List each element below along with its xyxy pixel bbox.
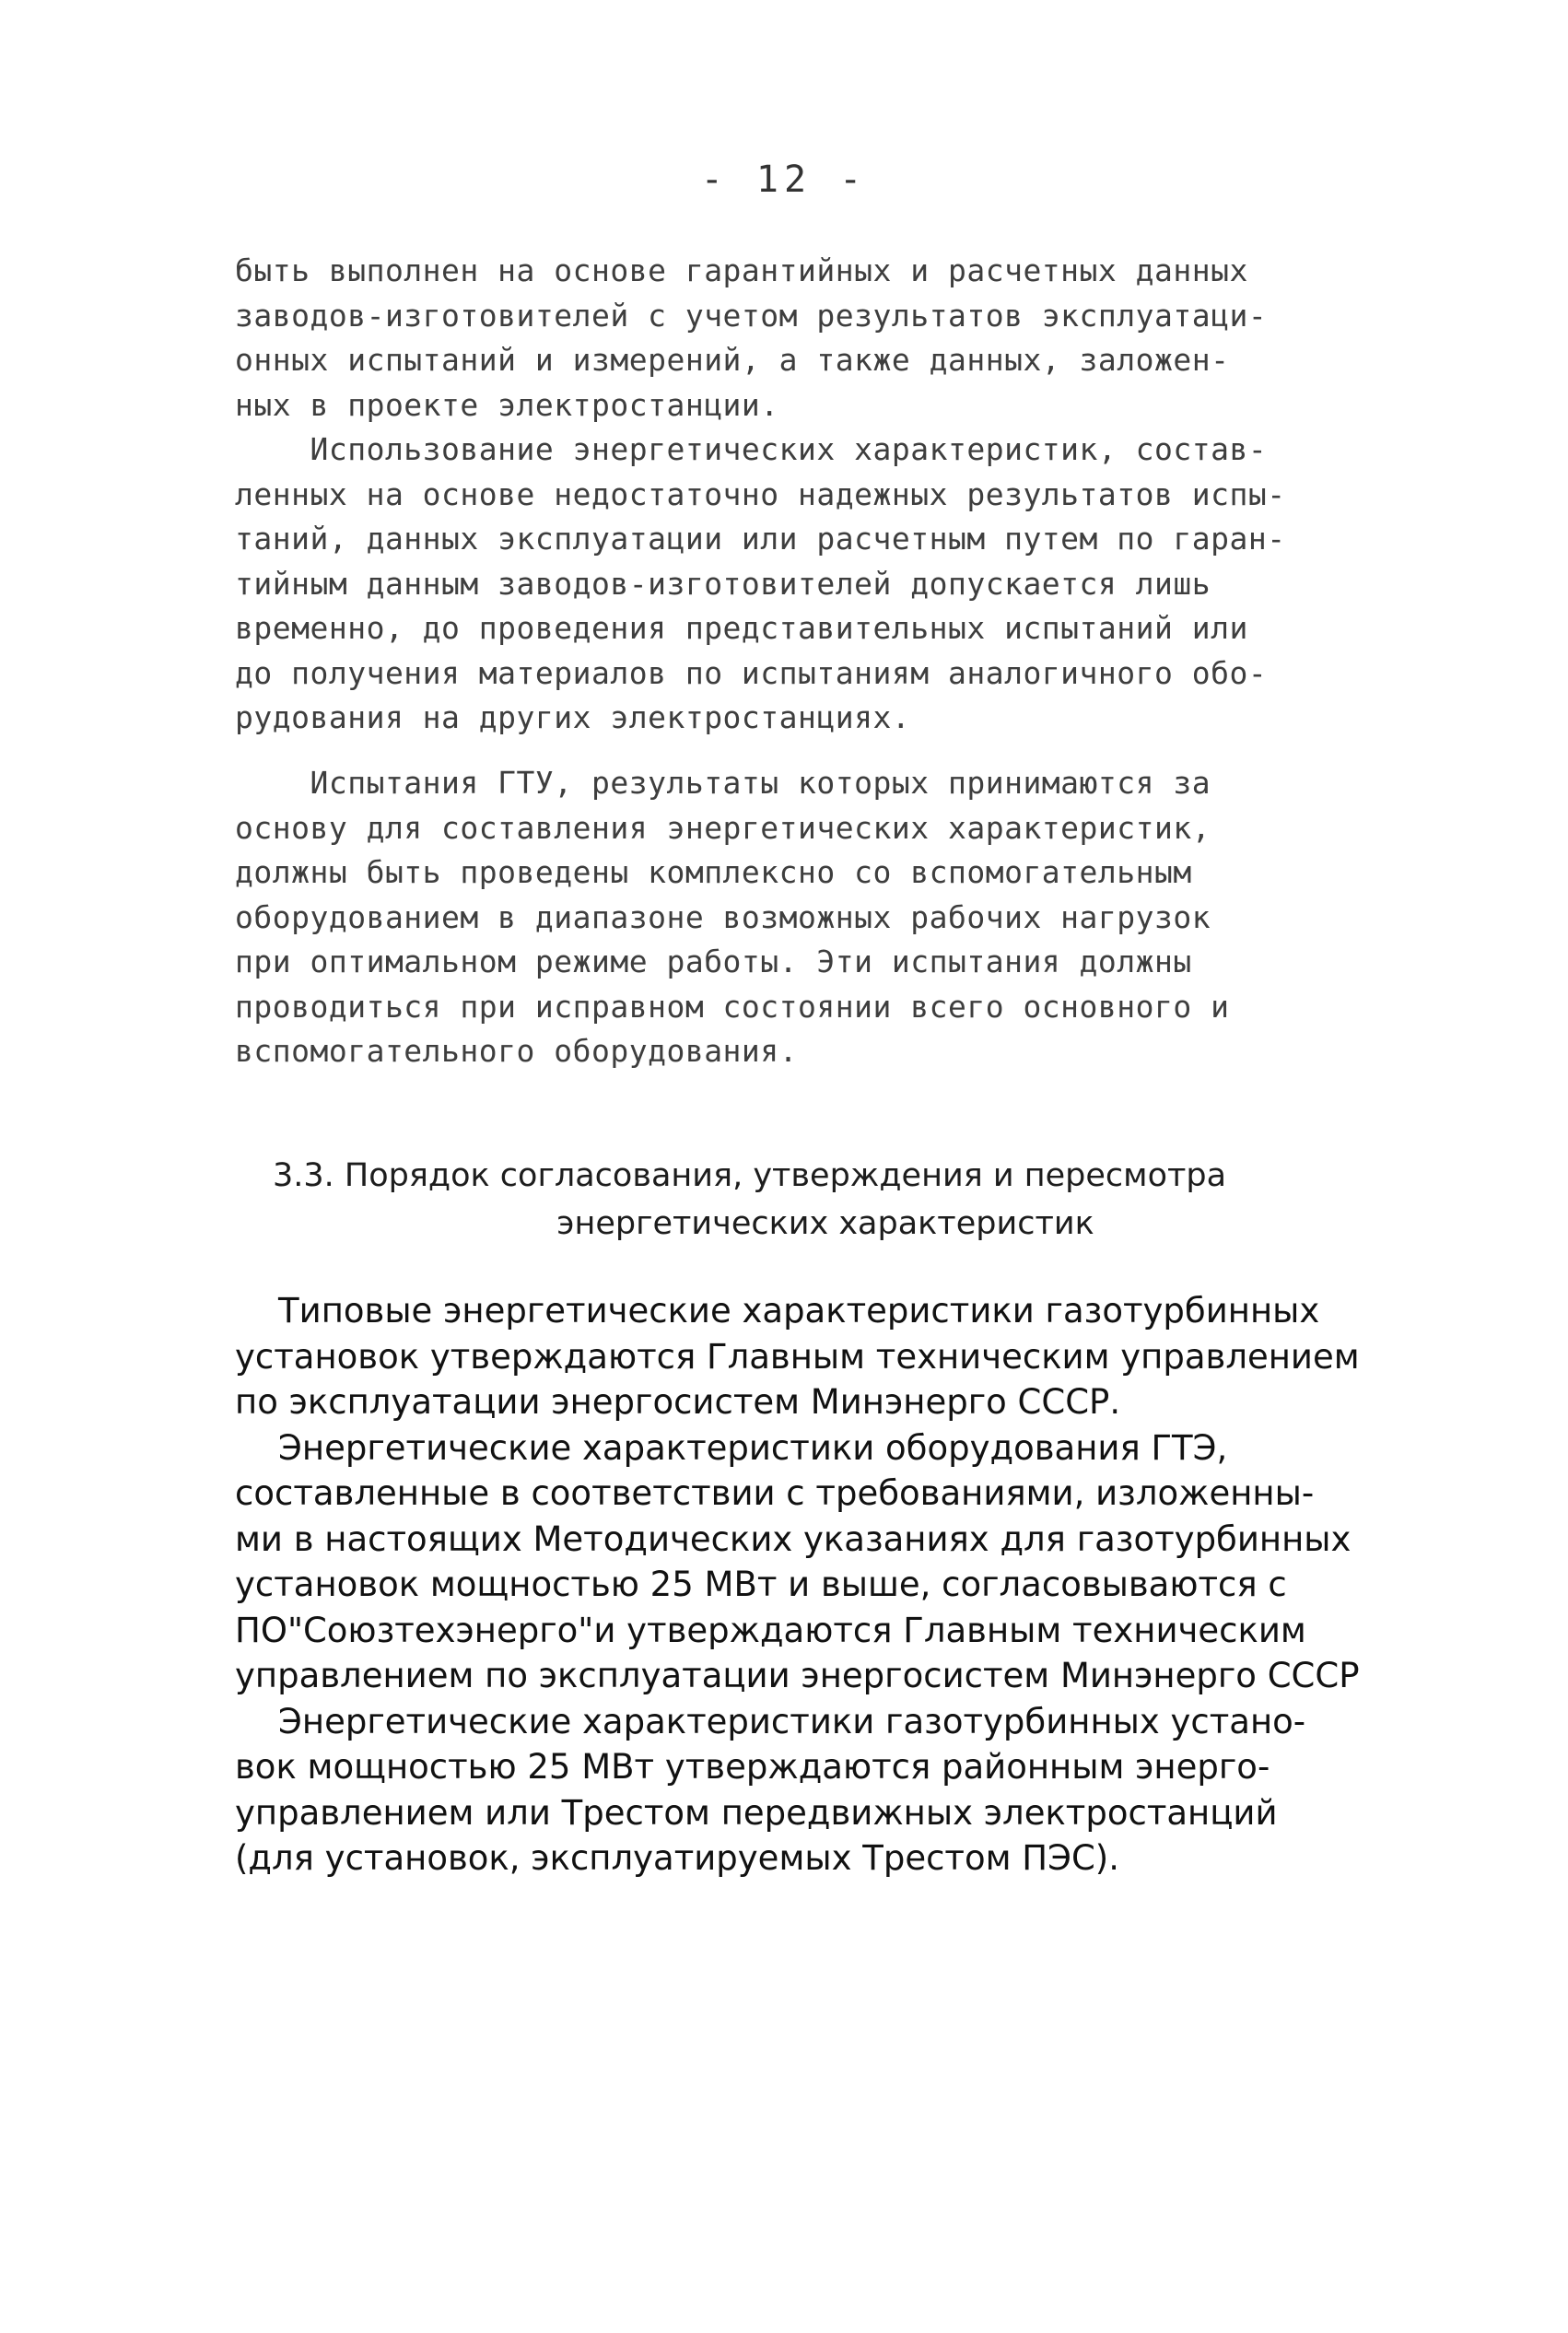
text-line: оборудованием в диапазоне возможных рабочих нагрузок (235, 898, 1211, 935)
text-line: онных испытаний и измерений, а также данных, заложен- (235, 342, 1230, 378)
text-line: до получения материалов по испытаниям аналогичного обо- (235, 654, 1268, 691)
text-line: Энергетические характеристики оборудования ГТЭ, (235, 1427, 1228, 1468)
paragraph-continuation (235, 249, 1451, 741)
text-line: ПО"Союзтехэнерго"и утверждаются Главным техническим (235, 1610, 1306, 1650)
paragraph-gtu-tests (235, 761, 1451, 1074)
paragraph-approval (235, 1288, 1451, 1882)
text-line: ленных на основе недостаточно надежных результатов испы- (235, 475, 1286, 512)
section-heading-line: энергетических характеристик (556, 1205, 1094, 1242)
text-line: установок мощностью 25 МВт и выше, согласовываются с (235, 1565, 1287, 1604)
section-heading-line: 3.3. Порядок согласования, утверждения и пересмотра (273, 1157, 1227, 1194)
text-line: управлением или Трестом передвижных электростанций (235, 1792, 1278, 1833)
text-line: рудования на других электростанциях. (235, 699, 911, 735)
text-line: вспомогательного оборудования. (235, 1033, 799, 1069)
text-line: заводов-изготовителей с учетом результатов эксплуатаци- (235, 297, 1268, 334)
page-number: - 12 - (700, 158, 868, 201)
text-line: ных в проекте электростанции. (235, 386, 779, 423)
text-line: быть выполнен на основе гарантийных и расчетных данных (235, 252, 1248, 288)
text-line: должны быть проведены комплексно со вспомогательным (235, 854, 1192, 890)
text-line: тийным данным заводов-изготовителей допускается лишь (235, 565, 1211, 602)
text-line: основу для составления энергетических характеристик, (235, 809, 1211, 846)
text-line: управлением по эксплуатации энергосистем Минэнерго СССР (235, 1656, 1360, 1695)
text-line: при оптимальном режиме работы. Эти испытания должны (235, 944, 1192, 979)
text-line: вок мощностью 25 МВт утверждаются районным энерго- (235, 1747, 1270, 1787)
text-line: Использование энергетических характеристик, состав- (235, 431, 1268, 467)
text-line: проводиться при исправном состоянии всего основного и (235, 988, 1230, 1025)
text-line: Испытания ГТУ, результаты которых принимаются за (235, 765, 1211, 801)
text-line: временно, до проведения представительных испытаний или (235, 610, 1248, 646)
text-line: таний, данных эксплуатации или расчетным путем по гаран- (235, 521, 1286, 557)
text-line: установок утверждаются Главным техническим управлением (235, 1336, 1360, 1377)
text-line: Типовые энергетические характеристики газотурбинных (235, 1291, 1320, 1331)
text-line: (для установок, эксплуатируемых Трестом ПЭС). (235, 1838, 1119, 1878)
text-line: по эксплуатации энергосистем Минэнерго СССР. (235, 1382, 1121, 1422)
text-line: ми в настоящих Методических указаниях для газотурбинных (235, 1518, 1352, 1559)
section-heading (273, 1152, 1378, 1248)
text-line: составленные в соответствии с требованиями, изложенны- (235, 1473, 1315, 1513)
text-line: Энергетические характеристики газотурбинных устано- (235, 1701, 1306, 1741)
